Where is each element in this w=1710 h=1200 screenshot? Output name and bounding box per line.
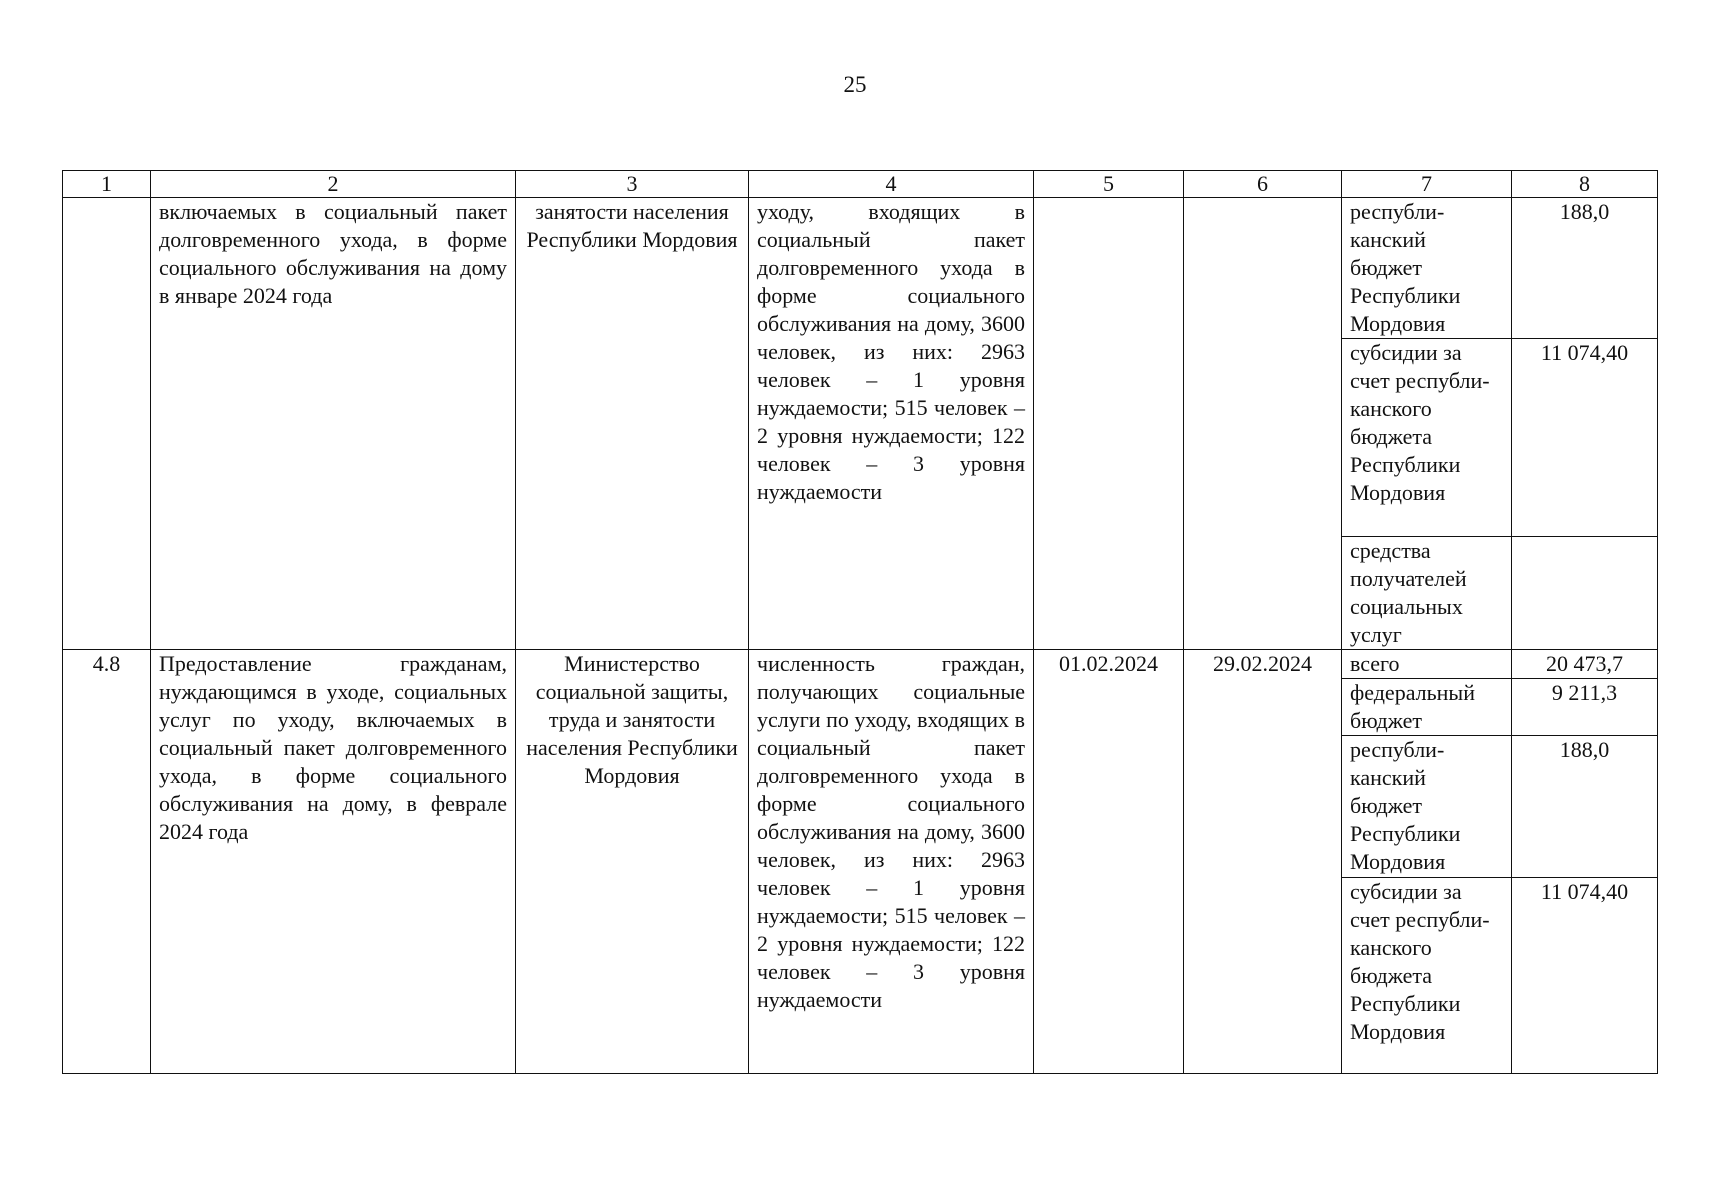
- row-number: [63, 198, 151, 650]
- funding-source: субсидии за счет республи- канского бюджета Республики Мордовия: [1342, 878, 1512, 1074]
- funding-amount: 11 074,40: [1512, 339, 1658, 537]
- event-description: включаемых в социальный пакет долговременного ухода, в форме социального обслуживания на дому в январе 2024 года: [151, 198, 516, 650]
- table-row: [63, 198, 1658, 339]
- funding-amount: 188,0: [1512, 198, 1658, 339]
- funding-source: республи- канский бюджет Республики Мордовия: [1342, 198, 1512, 339]
- start-date: [1034, 198, 1184, 650]
- header-cell: 3: [516, 171, 749, 198]
- funding-amount: 11 074,40: [1512, 878, 1658, 1074]
- funding-source: средства получателей социальных услуг: [1342, 537, 1512, 650]
- funding-source: субсидии за счет республи- канского бюджета Республики Мордовия: [1342, 339, 1512, 537]
- start-date: 01.02.2024: [1034, 650, 1184, 1074]
- result-indicator: уходу, входящих в социальный пакет долговременного ухода в форме социального обслуживания на дому, 3600 человек, из них: 2963 человек – 1 уровня нуждаемости; 515 человек – 2 уровня нуждаемости; 122 человек – 3 уровня нуждаемости: [749, 198, 1034, 650]
- funding-amount: 20 473,7: [1512, 650, 1658, 679]
- header-cell: 5: [1034, 171, 1184, 198]
- responsible-executor: Министерство социальной защиты, труда и занятости населения Республики Мордовия: [516, 650, 749, 1074]
- funding-source: всего: [1342, 650, 1512, 679]
- page-number: 25: [843, 72, 867, 97]
- column-number-header: [63, 171, 1658, 198]
- responsible-executor: занятости населения Республики Мордовия: [516, 198, 749, 650]
- table-row: [63, 650, 1658, 679]
- program-table: [62, 170, 1658, 1074]
- funding-amount: [1512, 537, 1658, 650]
- funding-amount: 9 211,3: [1512, 679, 1658, 736]
- header-cell: 1: [63, 171, 151, 198]
- result-indicator: численность граждан, получающих социальные услуги по уходу, входящих в социальный пакет долговременного ухода в форме социального обслуживания на дому, 3600 человек, из них: 2963 человек – 1 уровня нуждаемости; 515 человек – 2 уровня нуждаемости; 122 человек – 3 уровня нуждаемости: [749, 650, 1034, 1074]
- header-cell: 4: [749, 171, 1034, 198]
- header-cell: 2: [151, 171, 516, 198]
- funding-source: федеральный бюджет: [1342, 679, 1512, 736]
- funding-amount: 188,0: [1512, 736, 1658, 878]
- header-cell: 8: [1512, 171, 1658, 198]
- event-description: Предоставление гражданам, нуждающимся в уходе, социальных услуг по уходу, включаемых в социальный пакет долговременного ухода, в форме социального обслуживания на дому, в феврале 2024 года: [151, 650, 516, 1074]
- end-date: [1184, 198, 1342, 650]
- funding-source: республи- канский бюджет Республики Мордовия: [1342, 736, 1512, 878]
- header-cell: 6: [1184, 171, 1342, 198]
- header-cell: 7: [1342, 171, 1512, 198]
- end-date: 29.02.2024: [1184, 650, 1342, 1074]
- row-number: 4.8: [63, 650, 151, 1074]
